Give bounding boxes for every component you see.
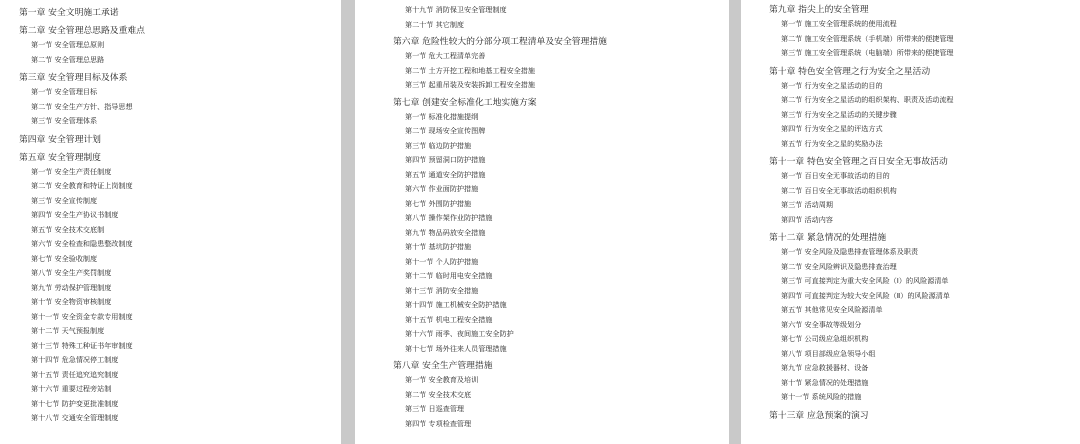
toc-section-entry: 第一节 安全生产责任制度 bbox=[31, 166, 112, 176]
toc-section-entry: 第一节 施工安全管理系统的使用流程 bbox=[781, 19, 897, 28]
toc-section-entry: 第三节 日巡查管理 bbox=[405, 404, 465, 413]
toc-section-entry: 第九节 应急救援器材、设备 bbox=[781, 363, 869, 372]
toc-chapter-entry: 第七章 创建安全标准化工地实施方案 bbox=[393, 97, 537, 108]
toc-section-entry: 第三节 活动周期 bbox=[781, 200, 833, 209]
toc-page-1 bbox=[0, 0, 341, 444]
toc-section-entry: 第十九节 消防保卫安全管理制度 bbox=[405, 5, 507, 14]
toc-section-entry: 第一节 安全管理总原则 bbox=[31, 40, 105, 49]
toc-section-entry: 第十四节 施工机械安全防护措施 bbox=[405, 300, 507, 309]
toc-section-entry: 第三节 可直接判定为重大安全风险（Ⅰ）的风险源清单 bbox=[781, 276, 949, 285]
toc-section-entry: 第三节 安全宣传制度 bbox=[31, 195, 98, 205]
toc-section-entry: 第五节 安全技术交底制 bbox=[31, 224, 105, 234]
toc-section-entry: 第五节 通道安全防护措施 bbox=[405, 169, 486, 179]
toc-section-entry: 第一节 百日安全无事故活动的目的 bbox=[781, 171, 890, 180]
toc-section-entry: 第十五节 机电工程安全措施 bbox=[405, 314, 493, 324]
toc-section-entry: 第二节 安全生产方针、指导思想 bbox=[31, 101, 133, 111]
toc-section-entry: 第十节 紧急情况的处理措施 bbox=[781, 377, 869, 387]
toc-section-entry: 第三节 起重吊装及安装拆卸工程安全措施 bbox=[405, 80, 535, 89]
toc-section-entry: 第二节 百日安全无事故活动组织机构 bbox=[781, 185, 897, 195]
toc-section-entry: 第九节 物品码放安全措施 bbox=[405, 227, 486, 237]
toc-section-entry: 第二节 安全管理总思路 bbox=[31, 54, 105, 64]
toc-chapter-entry: 第六章 危险性较大的分部分项工程清单及安全管理措施 bbox=[393, 37, 607, 47]
toc-chapter-entry: 第十三章 应急预案的演习 bbox=[769, 410, 869, 421]
toc-section-entry: 第一节 标准化措施提纲 bbox=[405, 111, 479, 121]
toc-section-entry: 第三节 施工安全管理系统（电脑端）所带来的便捷管理 bbox=[781, 48, 954, 57]
toc-section-entry: 第二节 土方开挖工程和地基工程安全措施 bbox=[405, 65, 535, 75]
toc-section-entry: 第九节 劳动保护管理制度 bbox=[31, 282, 112, 292]
toc-section-entry: 第三节 安全管理体系 bbox=[31, 116, 98, 125]
toc-page-2 bbox=[355, 0, 729, 444]
toc-list bbox=[393, 3, 729, 431]
toc-section-entry: 第六节 作业面防护措施 bbox=[405, 184, 479, 193]
toc-section-entry: 第二节 现场安全宣传图牌 bbox=[405, 126, 486, 135]
toc-chapter-entry: 第九章 指尖上的安全管理 bbox=[769, 5, 869, 15]
toc-section-entry: 第四节 专项检查管理 bbox=[405, 418, 472, 428]
toc-section-entry: 第一节 危大工程清单完善 bbox=[405, 51, 486, 60]
toc-chapter-entry: 第十章 特色安全管理之行为安全之星活动 bbox=[769, 66, 931, 77]
toc-section-entry: 第二节 施工安全管理系统（手机端）所带来的便捷管理 bbox=[781, 33, 954, 43]
toc-section-entry: 第十节 基坑防护措施 bbox=[405, 242, 472, 251]
toc-section-entry: 第一节 安全管理目标 bbox=[31, 87, 98, 96]
toc-chapter-entry: 第五章 安全管理制度 bbox=[19, 152, 101, 163]
toc-chapter-entry: 第二章 安全管理总思路及重难点 bbox=[19, 26, 145, 36]
toc-section-entry: 第二节 安全风险辨识及隐患排查治理 bbox=[781, 261, 897, 271]
toc-section-entry: 第一节 安全教育及培训 bbox=[405, 375, 479, 384]
toc-section-entry: 第十二节 天气预报制度 bbox=[31, 326, 105, 335]
toc-section-entry: 第二十节 其它制度 bbox=[405, 19, 465, 29]
toc-chapter-entry: 第八章 安全生产管理措施 bbox=[393, 361, 493, 371]
toc-section-entry: 第十节 安全物资审核制度 bbox=[31, 297, 112, 306]
toc-section-entry: 第二节 安全教育和特证上岗制度 bbox=[31, 181, 133, 190]
toc-section-entry: 第四节 行为安全之星的评选方式 bbox=[781, 124, 883, 133]
toc-chapter-entry: 第十二章 紧急情况的处理措施 bbox=[769, 233, 887, 243]
toc-section-entry: 第十八节 交通安全管理制度 bbox=[31, 413, 119, 422]
toc-section-entry: 第二节 安全技术交底 bbox=[405, 389, 472, 399]
toc-section-entry: 第八节 操作架作业防护措施 bbox=[405, 213, 493, 222]
toc-section-entry: 第四节 安全生产协议书制度 bbox=[31, 210, 119, 219]
toc-section-entry: 第三节 行为安全之星活动的关键步骤 bbox=[781, 109, 897, 119]
toc-chapter-entry: 第三章 安全管理目标及体系 bbox=[19, 73, 128, 83]
toc-section-entry: 第十六节 雨季、夜间施工安全防护 bbox=[405, 329, 514, 338]
toc-section-entry: 第十一节 安全资金专款专用制度 bbox=[31, 311, 133, 321]
toc-page-3 bbox=[741, 0, 1080, 444]
toc-section-entry: 第十七节 场外往来人员管理措施 bbox=[405, 343, 507, 353]
toc-section-entry: 第五节 行为安全之星的奖励办法 bbox=[781, 138, 883, 148]
toc-chapter-entry: 第四章 安全管理计划 bbox=[19, 134, 101, 145]
toc-section-entry: 第三节 临边防护措施 bbox=[405, 140, 472, 150]
toc-list bbox=[769, 3, 1080, 423]
toc-chapter-entry: 第一章 安全文明施工承诺 bbox=[19, 8, 119, 18]
toc-section-entry: 第十四节 危急情况停工制度 bbox=[31, 355, 119, 364]
toc-section-entry: 第八节 项目部级应急领导小组 bbox=[781, 348, 876, 358]
toc-section-entry: 第一节 安全风险及隐患排查管理体系及职责 bbox=[781, 247, 919, 256]
toc-section-entry: 第十三节 特殊工种证书年审制度 bbox=[31, 340, 133, 350]
toc-chapter-entry: 第十一章 特色安全管理之百日安全无事故活动 bbox=[769, 157, 948, 167]
toc-list bbox=[19, 6, 341, 426]
toc-section-entry: 第七节 外围防护措施 bbox=[405, 198, 472, 208]
toc-section-entry: 第八节 安全生产奖罚制度 bbox=[31, 268, 112, 277]
toc-section-entry: 第七节 公司级应急组织机构 bbox=[781, 334, 869, 343]
toc-section-entry: 第七节 安全验收制度 bbox=[31, 253, 98, 263]
toc-section-entry: 第十三节 消防安全措施 bbox=[405, 285, 479, 295]
toc-section-entry: 第一节 行为安全之星活动的目的 bbox=[781, 80, 883, 90]
toc-section-entry: 第十二节 临时用电安全措施 bbox=[405, 271, 493, 280]
toc-section-entry: 第十六节 重要过程旁站制 bbox=[31, 384, 112, 393]
toc-section-entry: 第四节 预留洞口防护措施 bbox=[405, 155, 486, 164]
toc-section-entry: 第二节 行为安全之星活动的组织架构、职责及活动流程 bbox=[781, 95, 954, 104]
toc-section-entry: 第六节 安全检查和隐患整改制度 bbox=[31, 239, 133, 248]
toc-section-entry: 第四节 活动内容 bbox=[781, 214, 833, 224]
toc-section-entry: 第六节 安全事故等级划分 bbox=[781, 319, 862, 329]
toc-section-entry: 第十五节 责任追究追究制度 bbox=[31, 369, 119, 379]
toc-section-entry: 第十七节 防护变更批准制度 bbox=[31, 398, 119, 408]
toc-section-entry: 第十一节 个人防护措施 bbox=[405, 256, 479, 266]
toc-section-entry: 第十一节 系统风险的措施 bbox=[781, 392, 862, 401]
toc-section-entry: 第四节 可直接判定为较大安全风险（Ⅱ）的风险源清单 bbox=[781, 290, 950, 300]
toc-section-entry: 第五节 其他常见安全风险源清单 bbox=[781, 305, 883, 314]
